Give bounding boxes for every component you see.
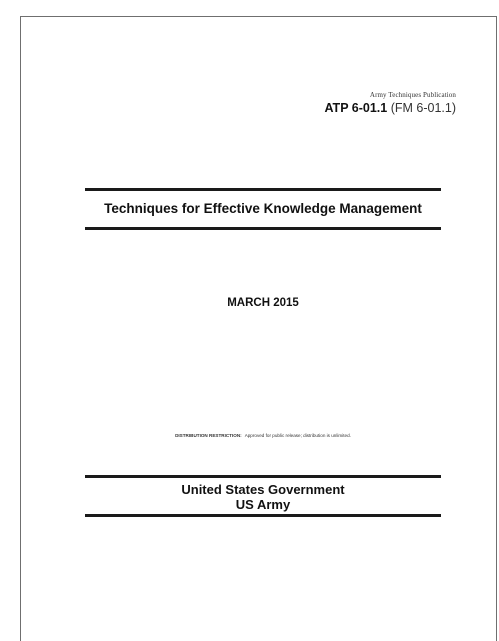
document-title: Techniques for Effective Knowledge Management: [104, 201, 422, 216]
distribution-text: Approved for public release; distribution is unlimited.: [244, 433, 351, 438]
distribution-statement: [85, 433, 441, 438]
publication-date: MARCH 2015: [227, 297, 299, 309]
organization-branch: US Army: [235, 497, 291, 512]
publication-type: Army Techniques Publication: [369, 91, 456, 99]
distribution-label: DISTRIBUTION RESTRICTION:: [175, 433, 242, 438]
superseded-publication: (FM 6-01.1): [390, 101, 456, 115]
document-cover-page: [20, 16, 497, 641]
publication-number: ATP 6-01.1: [324, 101, 388, 115]
organization-top-rule: [85, 475, 441, 478]
organization-bottom-rule: [85, 514, 441, 517]
publication-number-line: [324, 101, 456, 115]
organization-name: United States Government: [181, 482, 345, 497]
title-top-rule: [85, 188, 441, 191]
title-bottom-rule: [85, 227, 441, 230]
